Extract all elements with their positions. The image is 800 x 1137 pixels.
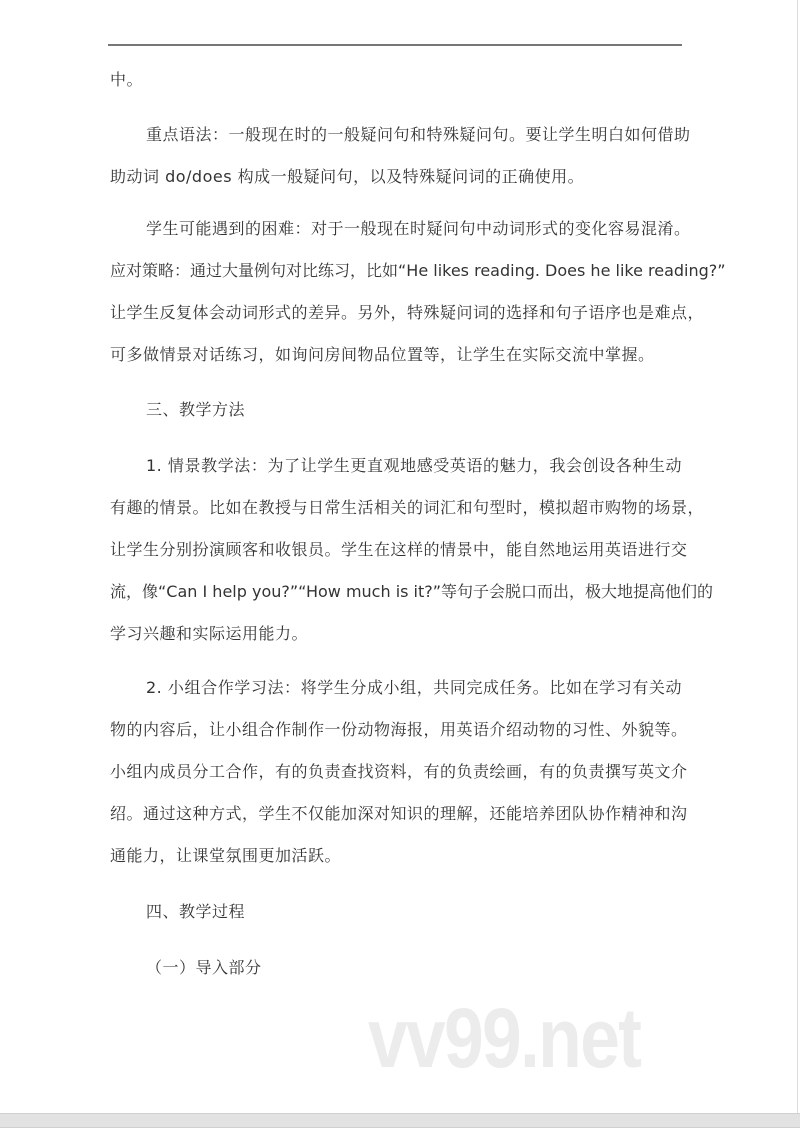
paragraph-line: 物的内容后，让小组合作制作一份动物海报，用英语介绍动物的习性、外貌等。 <box>110 720 688 739</box>
subsection-heading: （一）导入部分 <box>146 958 262 977</box>
paragraph-line: 1. 情景教学法：为了让学生更直观地感受英语的魅力，我会创设各种生动 <box>146 456 682 475</box>
paragraph-line: 小组内成员分工合作，有的负责查找资料，有的负责绘画，有的负责撰写英文介 <box>110 762 688 781</box>
page-edge <box>797 0 798 1113</box>
paragraph-line: 学习兴趣和实际运用能力。 <box>110 624 309 643</box>
paragraph-line: 可多做情景对话练习，如询问房间物品位置等，让学生在实际交流中掌握。 <box>110 345 655 364</box>
page-separator <box>0 1113 800 1128</box>
paragraph-line: 让学生反复体会动词形式的差异。另外，特殊疑问词的选择和句子语序也是难点， <box>110 303 705 322</box>
paragraph-line: 通能力，让课堂氛围更加活跃。 <box>110 846 342 865</box>
watermark: vv99.net <box>368 991 641 1085</box>
paragraph-line: 让学生分别扮演顾客和收银员。学生在这样的情景中，能自然地运用英语进行交 <box>110 540 688 559</box>
paragraph-line: 有趣的情景。比如在教授与日常生活相关的词汇和句型时，模拟超市购物的场景， <box>110 498 705 517</box>
paragraph-line: 助动词 do/does 构成一般疑问句，以及特殊疑问词的正确使用。 <box>110 167 585 186</box>
paragraph-line: 重点语法：一般现在时的一般疑问句和特殊疑问句。要让学生明白如何借助 <box>146 125 691 144</box>
paragraph-line: 学生可能遇到的困难：对于一般现在时疑问句中动词形式的变化容易混淆。 <box>146 219 691 238</box>
paragraph-line: 绍。通过这种方式，学生不仅能加深对知识的理解，还能培养团队协作精神和沟 <box>110 804 688 823</box>
section-heading: 三、教学方法 <box>146 400 246 419</box>
section-heading: 四、教学过程 <box>146 902 246 921</box>
paragraph-line: 中。 <box>110 70 144 89</box>
header-rule <box>108 44 682 46</box>
paragraph-line: 流，像“Can I help you?”“How much is it?”等句子会脱口而出，极大地提高他们的 <box>110 582 714 601</box>
paragraph-line: 应对策略：通过大量例句对比练习，比如“He likes reading. Does he like reading?” <box>110 261 726 280</box>
paragraph-line: 2. 小组合作学习法：将学生分成小组，共同完成任务。比如在学习有关动 <box>146 678 682 697</box>
